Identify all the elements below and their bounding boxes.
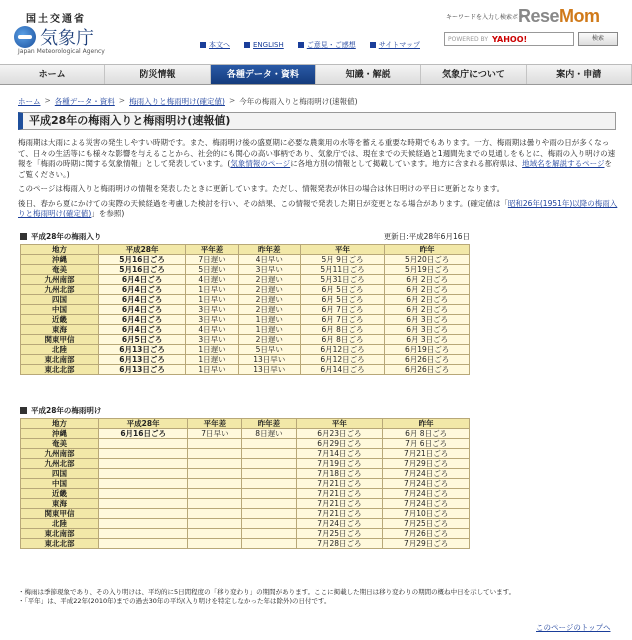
table-cell: 7月29日ごろ [383,539,470,549]
page-title-box [18,112,616,130]
site-header [0,0,632,64]
column-header: 平成28年 [99,245,186,255]
table-cell: 7月19日ごろ [296,459,383,469]
square-bullet-icon [298,42,304,48]
table-cell: 7月24日ごろ [296,519,383,529]
intro-paragraph-2: このページは梅雨入りと梅雨明けの情報を発表したときに更新しています。ただし、情報発表が休日の場合は休日明けの平日に更新となります。 [18,184,505,193]
table-cell: 2日遅い [238,305,300,315]
table-cell: 5日早い [238,345,300,355]
table-cell: 6月4日ごろ [99,325,186,335]
entry-table-section [20,231,470,375]
table-cell [188,539,242,549]
table-cell: 7日遅い [186,255,239,265]
table-cell: 5日遅い [186,265,239,275]
table-row [21,315,470,325]
confirmed-values-link[interactable]: 昭和26年(1951年)以降の梅雨入りと梅雨明け(確定値) [18,198,618,218]
region-cell: 奄美 [21,265,99,275]
table-cell: 1日遅い [238,325,300,335]
table-cell [188,459,242,469]
weather-info-link[interactable]: 気象情報のページ [230,159,291,168]
table-cell [99,469,188,479]
region-cell: 中国 [21,479,99,489]
table-cell: 6月 8日ごろ [383,429,470,439]
table-row [21,429,470,439]
table-row [21,439,470,449]
table-cell [242,499,296,509]
agency-name: 気象庁 [40,28,94,49]
table-row [21,335,470,345]
column-header: 昨年 [383,419,470,429]
table-cell: 4日遅い [186,275,239,285]
table-cell: 7月21日ごろ [383,449,470,459]
region-cell: 東北南部 [21,529,99,539]
table-cell [242,509,296,519]
utility-links [200,40,420,50]
table-cell: 6月 8日ごろ [300,335,385,345]
table-cell: 7月28日ごろ [296,539,383,549]
jma-logo-icon [14,26,36,48]
table-cell: 6月13日ごろ [99,355,186,365]
entry-table [20,244,470,375]
table-cell: 6月12日ごろ [300,345,385,355]
intro-paragraph-3: 後日、春から夏にかけての実際の天候経過を考慮した検討を行い、その結果、この情報で発表した期日が変更となる場合があります。(確定値は「昭和26年(1951年)以降の梅雨入りと梅雨明け(確定値)」を参照) [18,198,618,218]
region-cell: 奄美 [21,439,99,449]
region-cell: 九州南部 [21,275,99,285]
table-cell [99,539,188,549]
table-cell: 2日遅い [238,295,300,305]
region-cell: 九州北部 [21,459,99,469]
table-cell: 2日遅い [238,285,300,295]
util-link-feedback[interactable]: ご意見・ご感想 [298,40,356,50]
table-row [21,539,470,549]
table-cell: 6月13日ごろ [99,365,186,375]
table-cell [188,479,242,489]
table-row [21,509,470,519]
region-cell: 東海 [21,499,99,509]
search-hint: キーワードを入力し検索ボタ [446,14,525,21]
table-cell [99,529,188,539]
region-cell: 九州南部 [21,449,99,459]
column-header: 昨年差 [238,245,300,255]
column-header: 平年差 [188,419,242,429]
yahoo-logo: YAHOO! [492,34,528,44]
breadcrumb-current: 今年の梅雨入りと梅雨明け(速報値) [239,97,358,106]
table-row [21,449,470,459]
column-header: 平年差 [186,245,239,255]
agency-name-en: Japan Meteorological Agency [18,48,105,55]
table-cell: 7月24日ごろ [383,469,470,479]
back-to-top-link[interactable]: このページのトップへ [536,623,611,632]
table-cell: 3日早い [186,315,239,325]
table-cell: 2日遅い [238,335,300,345]
table-cell [99,439,188,449]
table-cell: 7月18日ごろ [296,469,383,479]
table-cell: 4日早い [238,255,300,265]
util-link-english[interactable]: ENGLISH [244,40,284,50]
table-cell: 6月29日ごろ [296,439,383,449]
table-cell: 7月21日ごろ [296,479,383,489]
table-row [21,459,470,469]
region-cell: 四国 [21,295,99,305]
table-cell [242,489,296,499]
region-cell: 東海 [21,325,99,335]
region-cell: 近畿 [21,489,99,499]
column-header: 地方 [21,245,99,255]
table-row [21,275,470,285]
table-cell: 7月14日ごろ [296,449,383,459]
table-header-row [21,245,470,255]
table-row [21,499,470,509]
column-header: 平年 [300,245,385,255]
table-cell: 6月 3日ごろ [385,335,470,345]
table-cell [188,489,242,499]
table-cell: 7月21日ごろ [296,499,383,509]
table-cell: 6月4日ごろ [99,315,186,325]
square-bullet-icon [20,407,27,414]
entry-table-heading: 平成28年の梅雨入り [20,231,101,242]
table-cell: 7月10日ごろ [383,509,470,519]
footnote-1: ・梅雨は季節現象であり、その入り明けは、平均的に5日間程度の「移り変わり」の期間があります。ここに掲載した期日は移り変わりの期間の概ね中日を示しています。 [18,588,516,596]
square-bullet-icon [370,42,376,48]
square-bullet-icon [244,42,250,48]
table-cell: 6月14日ごろ [300,365,385,375]
table-cell: 1日早い [186,295,239,305]
table-cell [188,519,242,529]
column-header: 平年 [296,419,383,429]
table-cell: 7月24日ごろ [383,489,470,499]
search-button[interactable]: 検索 [578,32,618,46]
table-cell: 7月21日ごろ [296,509,383,519]
table-cell: 2日遅い [238,275,300,285]
table-cell: 6月 5日ごろ [300,285,385,295]
table-cell: 5月20日ごろ [385,255,470,265]
table-cell: 6月 3日ごろ [385,315,470,325]
table-cell: 6月 2日ごろ [385,305,470,315]
table-cell: 1日遅い [186,345,239,355]
table-cell: 6月13日ごろ [99,345,186,355]
table-row [21,519,470,529]
table-cell: 6月19日ごろ [385,345,470,355]
region-cell: 四国 [21,469,99,479]
table-cell: 1日早い [186,365,239,375]
table-row [21,489,470,499]
table-cell: 7月29日ごろ [383,459,470,469]
table-row [21,365,470,375]
region-cell: 沖縄 [21,255,99,265]
region-cell: 東北南部 [21,355,99,365]
table-cell [188,449,242,459]
footnotes [18,588,618,606]
region-cell: 沖縄 [21,429,99,439]
nav-home[interactable]: ホーム [0,65,105,84]
table-cell [242,449,296,459]
table-cell [242,469,296,479]
table-cell [99,509,188,519]
table-cell [242,439,296,449]
table-row [21,355,470,365]
nav-data[interactable]: 各種データ・資料 [211,65,316,84]
table-cell: 5月 9日ごろ [300,255,385,265]
region-cell: 中国 [21,305,99,315]
search-row [444,32,618,46]
nav-about[interactable]: 気象庁について [421,65,526,84]
global-nav [0,64,632,85]
table-cell: 6月12日ごろ [300,355,385,365]
ministry-name: 国土交通省 [26,14,86,25]
breadcrumb-home[interactable]: ホーム [18,97,41,106]
region-cell: 北陸 [21,345,99,355]
table-row [21,469,470,479]
table-cell: 6月 2日ごろ [385,285,470,295]
table-cell: 6月4日ごろ [99,285,186,295]
table-cell: 6月 7日ごろ [300,305,385,315]
table-cell: 6月 3日ごろ [385,325,470,335]
table-cell [188,469,242,479]
table-cell: 5月11日ごろ [300,265,385,275]
table-cell: 6月4日ごろ [99,275,186,285]
region-names-link[interactable]: 地域名を解説するページ [522,159,605,168]
table-cell: 4日早い [186,325,239,335]
table-cell: 6月 7日ごろ [300,315,385,325]
table-cell: 5月16日ごろ [99,265,186,275]
table-cell: 3日早い [238,265,300,275]
table-cell [99,479,188,489]
table-cell: 7月25日ごろ [296,529,383,539]
util-link-sitemap[interactable]: サイトマップ [370,40,420,50]
region-cell: 北陸 [21,519,99,529]
table-row [21,295,470,305]
intro-paragraph-1: 梅雨期は大雨による災害の発生しやすい時期です。また、梅雨明け後の盛夏期に必要な農業用の水等を蓄える重要な時期でもあります。一方、梅雨期は曇りや雨の日が多くなって、日々の生活等にも様々な影響を与えることから、社会的にも関心の高い事柄であり、気象庁では、現在までの天候経過と1週間先までの見通しをもとに、梅雨の入り明けの速報を「梅雨の時期に関する気象情報」として発表しています。(気象情報のページに各地方別の情報として掲載しています。地方に含まれる都府県は、地域名を解説するページをご覧ください。) [18,138,616,179]
table-cell: 5月19日ごろ [385,265,470,275]
table-cell [242,529,296,539]
breadcrumb: ホーム > 各種データ・資料 > 梅雨入りと梅雨明け(確定値) > 今年の梅雨入りと梅雨明け(速報値) [18,96,358,106]
table-cell: 7月24日ごろ [383,479,470,489]
table-cell: 13日早い [238,365,300,375]
table-cell [99,449,188,459]
exit-table-section [20,405,470,549]
table-cell [99,519,188,529]
table-cell: 6月4日ごろ [99,295,186,305]
table-row [21,529,470,539]
table-cell: 7月26日ごろ [383,529,470,539]
table-cell [188,509,242,519]
column-header: 平成28年 [99,419,188,429]
table-cell: 13日早い [238,355,300,365]
table-cell: 7月21日ごろ [296,489,383,499]
table-row [21,285,470,295]
table-cell: 6月26日ごろ [385,365,470,375]
table-cell: 5月16日ごろ [99,255,186,265]
table-cell [242,459,296,469]
table-cell: 5月31日ごろ [300,275,385,285]
table-cell: 8日遅い [242,429,296,439]
region-cell: 九州北部 [21,285,99,295]
table-row [21,325,470,335]
table-cell: 6月 2日ごろ [385,295,470,305]
table-cell: 3日早い [186,305,239,315]
table-row [21,479,470,489]
table-row [21,255,470,265]
table-cell: 7月25日ごろ [383,519,470,529]
table-cell: 6月23日ごろ [296,429,383,439]
nav-guide[interactable]: 案内・申請 [527,65,632,84]
table-cell: 6月4日ごろ [99,305,186,315]
table-cell [188,439,242,449]
table-cell [242,539,296,549]
updated-date: 更新日:平成28年6月16日 [383,232,470,241]
intro-text [18,138,618,224]
table-cell: 6月 8日ごろ [300,325,385,335]
breadcrumb-data[interactable]: 各種データ・資料 [54,97,115,106]
square-bullet-icon [20,233,27,240]
table-row [21,265,470,275]
table-cell [242,519,296,529]
footnote-2: ・「平年」は、平成22年(2010年)までの過去30年の平均(入り明けを特定しなかった年は除外)の日付です。 [18,597,331,605]
column-header: 地方 [21,419,99,429]
region-cell: 東北北部 [21,539,99,549]
exit-table-heading: 平成28年の梅雨明け [20,405,101,416]
table-cell: 6月 2日ごろ [385,275,470,285]
table-cell [188,499,242,509]
table-cell [99,459,188,469]
table-cell [242,479,296,489]
table-cell [99,489,188,499]
square-bullet-icon [200,42,206,48]
table-cell: 7月 6日ごろ [383,439,470,449]
table-cell: 7月24日ごろ [383,499,470,509]
table-cell: 6月 5日ごろ [300,295,385,305]
region-cell: 東北北部 [21,365,99,375]
table-cell: 6月5日ごろ [99,335,186,345]
watermark-logo: ReseMom [518,6,600,26]
table-cell: 6月26日ごろ [385,355,470,365]
table-row [21,305,470,315]
table-cell: 1日遅い [238,315,300,325]
column-header: 昨年差 [242,419,296,429]
table-cell: 3日早い [186,335,239,345]
table-cell: 1日遅い [186,355,239,365]
exit-table [20,418,470,549]
util-link-main[interactable]: 本文へ [200,40,230,50]
search-input[interactable]: POWERED BY YAHOO! [444,32,574,46]
table-cell: 1日早い [186,285,239,295]
region-cell: 関東甲信 [21,335,99,345]
region-cell: 関東甲信 [21,509,99,519]
agency-logo[interactable] [14,24,94,50]
table-header-row [21,419,470,429]
nav-disaster-info[interactable]: 防災情報 [105,65,210,84]
breadcrumb-rainy-season[interactable]: 梅雨入りと梅雨明け(確定値) [129,97,225,106]
table-cell: 6月16日ごろ [99,429,188,439]
column-header: 昨年 [385,245,470,255]
nav-knowledge[interactable]: 知識・解説 [316,65,421,84]
page-title: 平成28年の梅雨入りと梅雨明け(速報値) [29,114,231,127]
table-cell [188,529,242,539]
table-row [21,345,470,355]
region-cell: 近畿 [21,315,99,325]
table-cell [99,499,188,509]
table-cell: 7日早い [188,429,242,439]
